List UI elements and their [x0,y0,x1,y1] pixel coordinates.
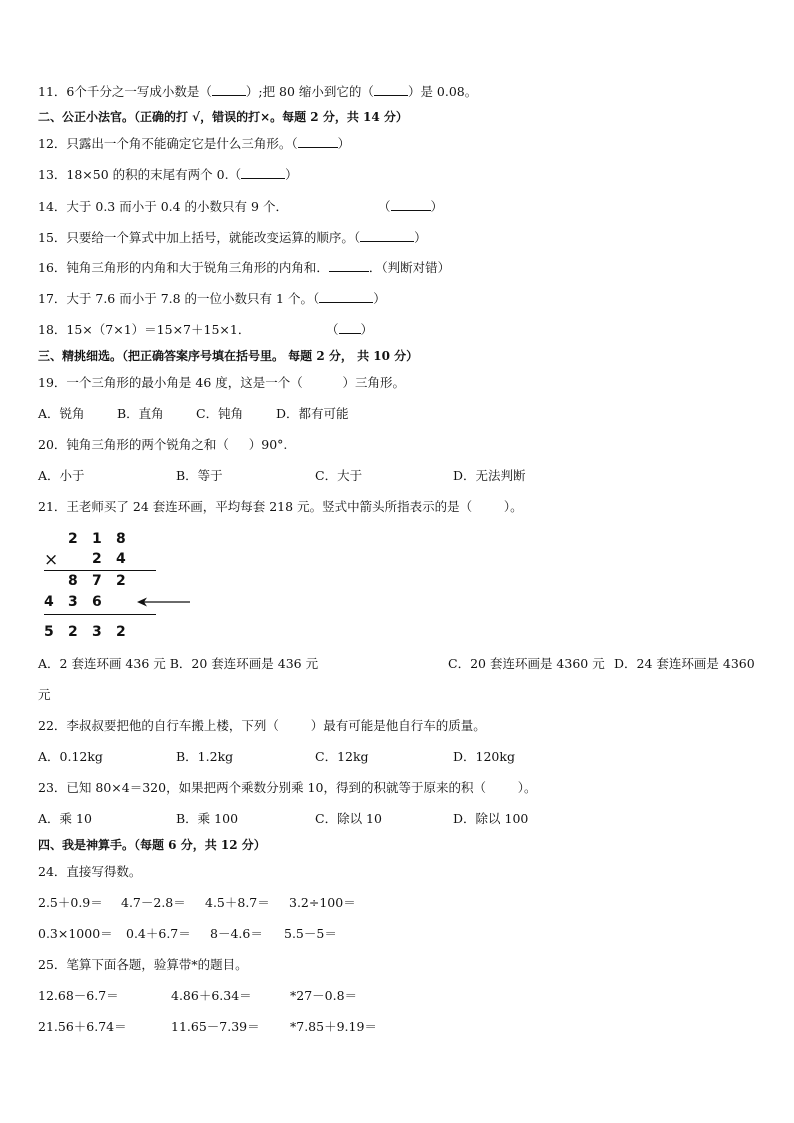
question-14-text: 14．大于 0.3 而小于 0.4 的小数只有 9 个． [38,199,288,214]
q22-option-b[interactable]: B．1.2kg [176,749,234,764]
q24-problem: 8－4.6＝ [210,926,263,941]
question-14 [38,199,288,215]
q25-problem: *27－0.8＝ [290,988,358,1003]
answer-blank[interactable] [329,260,369,272]
q25-problem: 11.65－7.39＝ [171,1019,260,1034]
paren-close: ） [360,322,374,337]
section-2-heading: 二、公正小法官。（正确的打 √，错误的打×。每题 2 分，共 14 分） [38,110,408,124]
question-18-text: 18．15×（7×1）＝15×7＋15×1． [38,322,251,337]
answer-blank[interactable] [339,322,361,334]
paren-close: ） [430,199,444,214]
question-20: 20．钝角三角形的两个锐角之和（ ）90°. [38,437,288,452]
digit: 4 [116,551,126,567]
question-17-text: 17．大于 7.6 而小于 7.8 的一位小数只有 1 个。（ [38,291,320,306]
digit: 2 [116,624,126,640]
q19-option-d[interactable]: D．都有可能 [276,406,349,421]
digit: 4 [44,594,54,610]
q22-option-a[interactable]: A．0.12kg [38,749,103,764]
paren-close: ） [337,136,351,151]
q19-option-a[interactable]: A．锐角 [38,406,85,421]
digit: 8 [116,531,126,547]
question-18 [38,322,250,338]
q20-option-d[interactable]: D．无法判断 [453,468,526,483]
question-24: 24．直接写得数。 [38,864,142,879]
question-14-answer [378,199,443,215]
answer-blank[interactable] [319,291,373,303]
paren-close: ） [373,291,386,306]
paren-open: （ [378,199,391,214]
q24-problem: 4.5＋8.7＝ [205,895,270,910]
q20-option-a[interactable]: A．小于 [38,468,85,483]
question-23: 23．已知 80×4＝320，如果把两个乘数分别乘 10，得到的积就等于原来的积（ ）。 [38,780,537,795]
arrow-left-icon [136,596,192,608]
q21-options-ab[interactable]: A．2 套连环画 436 元 B．20 套连环画是 436 元 [38,656,319,671]
digit: 2 [68,624,78,640]
question-22: 22．李叔叔要把他的自行车搬上楼，下列（ ）最有可能是他自行车的质量。 [38,718,486,733]
answer-blank[interactable] [360,230,414,242]
q24-problem: 4.7－2.8＝ [121,895,186,910]
q21-option-d[interactable]: D．24 套连环画是 4360 [614,656,755,671]
q20-option-b[interactable]: B．等于 [176,468,223,483]
q25-problem: 4.86＋6.34＝ [171,988,252,1003]
question-16-part-a: 16．钝角三角形的内角和大于锐角三角形的内角和． [38,260,329,275]
paren-close: ） [285,167,298,182]
question-11-part-b: ）;把 80 缩小到它的（ [245,84,374,99]
section-4-heading: 四、我是神算手。（每题 6 分，共 12 分） [38,838,266,852]
q23-option-c[interactable]: C．除以 10 [315,811,382,826]
digit: 6 [92,594,102,610]
q19-option-b[interactable]: B．直角 [117,406,164,421]
q23-option-d[interactable]: D．除以 100 [453,811,529,826]
digit: 2 [116,573,126,589]
digit: 2 [92,551,102,567]
q24-problem: 2.5＋0.9＝ [38,895,103,910]
rule-line [44,614,156,615]
question-12-text: 12．只露出一个角不能确定它是什么三角形。（ [38,136,298,151]
question-12 [38,136,350,152]
q22-option-d[interactable]: D．120kg [453,749,515,764]
digit: 7 [92,573,102,589]
answer-blank[interactable] [241,167,285,179]
question-15 [38,230,427,246]
question-17 [38,291,386,307]
answer-blank[interactable] [298,136,338,148]
q24-problem: 5.5－5＝ [284,926,337,941]
q20-option-c[interactable]: C．大于 [315,468,363,483]
question-11 [38,84,477,100]
paren-open: （ [326,322,339,337]
answer-blank[interactable] [391,199,431,211]
question-16 [38,260,450,276]
q22-option-c[interactable]: C．12kg [315,749,369,764]
q25-problem: 12.68－6.7＝ [38,988,119,1003]
q24-problem: 0.3×1000＝ [38,926,113,941]
question-25: 25．笔算下面各题，验算带*的题目。 [38,957,248,972]
digit: 1 [92,531,102,547]
question-16-part-b: ．（判断对错） [368,260,451,275]
paren-close: ） [414,230,427,245]
digit: 3 [92,624,102,640]
digit: 3 [68,594,78,610]
question-13-text: 13．18×50 的积的末尾有两个 0.（ [38,167,242,182]
q19-option-c[interactable]: C．钝角 [196,406,244,421]
question-21: 21．王老师买了 24 套连环画，平均每套 218 元。竖式中箭头所指表示的是（ ）。 [38,499,523,514]
question-13 [38,167,298,183]
section-3-heading: 三、精挑细选。（把正确答案序号填在括号里。 每题 2 分， 共 10 分） [38,349,419,363]
q23-option-b[interactable]: B．乘 100 [176,811,239,826]
question-11-part-c: ）是 0.08。 [407,84,478,99]
answer-blank[interactable] [374,84,408,96]
question-18-answer [326,322,373,338]
rule-line [44,570,156,571]
digit: 8 [68,573,78,589]
multiply-sign: × [44,550,59,570]
q24-problem: 3.2÷100＝ [289,895,356,910]
q25-problem: *7.85＋9.19＝ [290,1019,377,1034]
q21-option-d-continued: 元 [38,687,51,702]
q25-problem: 21.56＋6.74＝ [38,1019,127,1034]
question-19: 19．一个三角形的最小角是 46 度，这是一个（ ）三角形。 [38,375,405,390]
q23-option-a[interactable]: A．乘 10 [38,811,92,826]
q21-option-c[interactable]: C．20 套连环画是 4360 元 [448,656,605,671]
q24-problem: 0.4＋6.7＝ [126,926,191,941]
digit: 2 [68,531,78,547]
digit: 5 [44,624,54,640]
question-15-text: 15．只要给一个算式中加上括号，就能改变运算的顺序。（ [38,230,361,245]
question-11-part-a: 11．6个千分之一写成小数是（ [38,84,212,99]
answer-blank[interactable] [212,84,246,96]
